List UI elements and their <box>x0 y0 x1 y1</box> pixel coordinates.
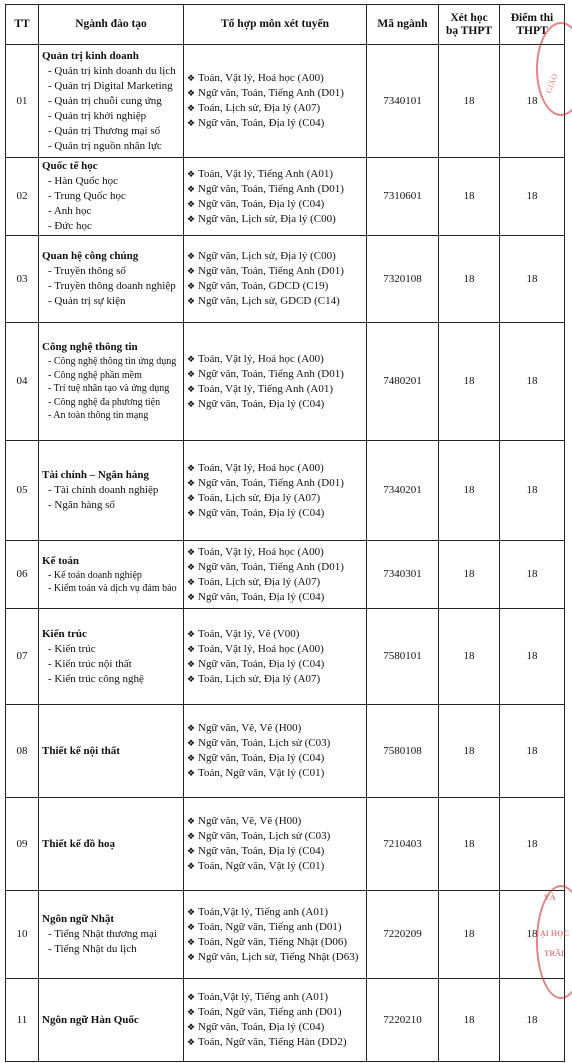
diamond-bullet-icon: ❖ <box>187 561 196 572</box>
major-cell <box>39 158 184 236</box>
combo-text: Ngữ văn, Lịch sử, Tiếng Nhật (D63) <box>198 950 359 963</box>
row-number: 01 <box>6 45 39 158</box>
sub-major: - Kiến trúc <box>42 642 180 657</box>
major-code: 7210403 <box>367 798 439 891</box>
major-title: Quốc tế học <box>42 160 98 172</box>
combo-text: Ngữ văn, Vẽ, Vẽ (H00) <box>198 815 302 827</box>
combo-text: Toán, Vật lý, Hoá học (A00) <box>198 72 324 84</box>
combo-item <box>187 1035 363 1050</box>
major-code: 7220210 <box>367 979 439 1062</box>
combo-text: Ngữ văn, Toán, Địa lý (C04) <box>198 752 325 764</box>
hocba-score: 18 <box>439 541 500 609</box>
combo-text: Toán, Ngữ văn, Tiếng anh (D01) <box>198 1006 342 1018</box>
combo-text: Toán, Lịch sử, Địa lý (A07) <box>198 575 321 588</box>
combo-text: Toán, Vật lý, Hoá học (A00) <box>198 642 324 655</box>
combos-cell <box>184 441 367 541</box>
table-row <box>6 541 565 609</box>
combo-text: Toán,Vật lý, Tiếng anh (A01) <box>198 905 328 918</box>
header-hocba-line1: Xét học <box>450 11 488 24</box>
exam-score: 18 <box>500 158 565 236</box>
row-number: 03 <box>6 236 39 323</box>
table-row <box>6 323 565 441</box>
header-diemthi-line2: THPT <box>516 24 548 37</box>
combo-text: Ngữ văn, Toán, Lịch sử (C03) <box>198 737 331 749</box>
combo-text: Ngữ văn, Toán, GDCD (C19) <box>198 280 329 292</box>
diamond-bullet-icon: ❖ <box>187 738 196 748</box>
combo-text: Toán, Vật lý, Hoá học (A00) <box>198 352 324 365</box>
major-title: Kế toán <box>42 554 79 567</box>
combo-item <box>187 844 363 859</box>
sub-major: - Quản trị chuỗi cung ứng <box>42 94 180 109</box>
combo-item <box>187 1005 363 1020</box>
combo-text: Ngữ văn, Toán, Tiếng Anh (D01) <box>198 476 344 489</box>
table-row <box>6 158 565 236</box>
diamond-bullet-icon: ❖ <box>187 951 196 962</box>
row-number: 06 <box>6 541 39 609</box>
header-major: Ngành đào tạo <box>39 5 184 45</box>
sub-major: - Trí tuệ nhân tạo và ứng dụng <box>42 382 180 396</box>
combo-text: Ngữ văn, Toán, Địa lý (C04) <box>198 1021 325 1033</box>
diamond-bullet-icon: ❖ <box>187 936 196 947</box>
major-title: Quản trị kinh doanh <box>42 49 139 62</box>
combo-text: Ngữ văn, Vẽ, Vẽ (H00) <box>198 722 302 734</box>
major-cell <box>39 798 184 891</box>
major-cell <box>39 45 184 158</box>
major-code: 7480201 <box>367 323 439 441</box>
hocba-score: 18 <box>439 979 500 1062</box>
major-title: Quan hệ công chúng <box>42 250 139 262</box>
row-number: 07 <box>6 609 39 705</box>
combo-item <box>187 116 363 131</box>
combo-text: Ngữ văn, Toán, Tiếng Anh (D01) <box>198 367 344 380</box>
combos-cell <box>184 798 367 891</box>
combo-text: Toán, Vật lý, Vẽ (V00) <box>198 627 300 640</box>
stamp-text-3: TRÃI <box>544 949 565 958</box>
combo-item <box>187 1020 363 1035</box>
combo-text: Toán, Lịch sử, Địa lý (A07) <box>198 102 321 114</box>
combo-item <box>187 766 363 781</box>
major-code: 7340201 <box>367 441 439 541</box>
combo-item <box>187 859 363 874</box>
combo-text: Toán, Ngữ văn, Tiếng Hàn (DD2) <box>198 1036 347 1048</box>
exam-score: 18 <box>500 891 565 979</box>
combo-text: Ngữ văn, Toán, Địa lý (C04) <box>198 590 325 603</box>
diamond-bullet-icon: ❖ <box>187 591 196 602</box>
row-number: 02 <box>6 158 39 236</box>
combo-item <box>187 545 363 560</box>
combo-item <box>187 950 363 965</box>
combo-item <box>187 672 363 687</box>
exam-score: 18 <box>500 323 565 441</box>
combo-item <box>187 590 363 605</box>
header-code: Mã ngành <box>367 5 439 45</box>
diamond-bullet-icon: ❖ <box>187 658 196 669</box>
major-cell <box>39 236 184 323</box>
diamond-bullet-icon: ❖ <box>187 861 196 871</box>
combo-text: Toán, Vật lý, Hoá học (A00) <box>198 461 324 474</box>
sub-major: - Tài chính doanh nghiệp <box>42 483 180 498</box>
diamond-bullet-icon: ❖ <box>187 168 196 179</box>
combo-text: Ngữ văn, Lịch sử, GDCD (C14) <box>198 295 340 307</box>
sub-major: - Hàn Quốc học <box>42 174 180 189</box>
diamond-bullet-icon: ❖ <box>187 266 196 276</box>
header-hocba-line2: bạ THPT <box>445 24 493 37</box>
combo-item <box>187 382 363 397</box>
exam-score: 18 <box>500 441 565 541</box>
combos-cell <box>184 541 367 609</box>
combos-cell <box>184 891 367 979</box>
diamond-bullet-icon: ❖ <box>187 183 196 194</box>
diamond-bullet-icon: ❖ <box>187 251 196 261</box>
major-cell <box>39 979 184 1062</box>
combo-item <box>187 627 363 642</box>
combo-item <box>187 476 363 491</box>
header-combos: Tổ hợp môn xét tuyển <box>184 5 367 45</box>
sub-major: - Quản trị nguồn nhân lực <box>42 139 180 154</box>
combo-item <box>187 935 363 950</box>
header-tt: TT <box>6 5 39 45</box>
row-number: 10 <box>6 891 39 979</box>
combo-item <box>187 249 363 264</box>
combo-item <box>187 294 363 309</box>
major-cell <box>39 705 184 798</box>
sub-major: - Công nghệ phần mềm <box>42 369 180 383</box>
exam-score: 18 <box>500 609 565 705</box>
combo-text: Toán, Lịch sử, Địa lý (A07) <box>198 672 321 685</box>
combo-item <box>187 101 363 116</box>
major-cell <box>39 609 184 705</box>
hocba-score: 18 <box>439 441 500 541</box>
combo-text: Ngữ văn, Toán, Tiếng Anh (D01) <box>198 182 344 195</box>
hocba-score: 18 <box>439 158 500 236</box>
major-title: Thiết kế nội thất <box>42 744 120 757</box>
major-title: Ngôn ngữ Hàn Quốc <box>42 1013 139 1026</box>
sub-major: - Trung Quốc học <box>42 189 180 204</box>
diamond-bullet-icon: ❖ <box>187 992 196 1002</box>
diamond-bullet-icon: ❖ <box>187 296 196 306</box>
row-number: 11 <box>6 979 39 1062</box>
combo-item <box>187 920 363 935</box>
diamond-bullet-icon: ❖ <box>187 546 196 557</box>
table-row <box>6 798 565 891</box>
diamond-bullet-icon: ❖ <box>187 628 196 639</box>
combos-cell <box>184 158 367 236</box>
header-hocba <box>439 5 500 45</box>
combo-text: Toán, Vật lý, Hoá học (A00) <box>198 545 324 558</box>
combos-cell <box>184 323 367 441</box>
sub-major: - Quản trị kinh doanh du lịch <box>42 64 180 79</box>
diamond-bullet-icon: ❖ <box>187 816 196 826</box>
hocba-score: 18 <box>439 609 500 705</box>
major-title: Tài chính – Ngân hàng <box>42 469 149 481</box>
row-number: 09 <box>6 798 39 891</box>
combo-item <box>187 736 363 751</box>
diamond-bullet-icon: ❖ <box>187 477 196 488</box>
combo-text: Toán, Lịch sử, Địa lý (A07) <box>198 491 321 504</box>
major-code: 7220209 <box>367 891 439 979</box>
table-row <box>6 609 565 705</box>
combo-item <box>187 197 363 212</box>
table-row <box>6 891 565 979</box>
combo-item <box>187 721 363 736</box>
major-cell <box>39 891 184 979</box>
diamond-bullet-icon: ❖ <box>187 906 196 917</box>
table-row <box>6 45 565 158</box>
sub-major: - Công nghệ đa phương tiện <box>42 396 180 410</box>
sub-major: - Quản trị sự kiện <box>42 294 180 309</box>
hocba-score: 18 <box>439 236 500 323</box>
major-code: 7580108 <box>367 705 439 798</box>
combo-item <box>187 86 363 101</box>
diamond-bullet-icon: ❖ <box>187 643 196 654</box>
diamond-bullet-icon: ❖ <box>187 368 196 379</box>
diamond-bullet-icon: ❖ <box>187 462 196 473</box>
sub-major: - Tiếng Nhật du lịch <box>42 942 180 957</box>
combo-item <box>187 506 363 521</box>
diamond-bullet-icon: ❖ <box>187 118 196 128</box>
admission-table <box>5 4 565 1062</box>
major-title: Thiết kế đồ hoạ <box>42 837 116 850</box>
combo-item <box>187 829 363 844</box>
header-row <box>6 5 565 45</box>
combo-item <box>187 71 363 86</box>
table-row <box>6 705 565 798</box>
header-diemthi-line1: Điểm thi <box>510 11 554 24</box>
major-code: 7320108 <box>367 236 439 323</box>
combo-text: Ngữ văn, Toán, Địa lý (C04) <box>198 117 325 129</box>
diamond-bullet-icon: ❖ <box>187 398 196 409</box>
combo-item <box>187 397 363 412</box>
sub-major: - Kế toán doanh nghiệp <box>42 569 180 583</box>
sub-major: - Đức học <box>42 219 180 234</box>
combo-text: Ngữ văn, Lịch sử, Địa lý (C00) <box>198 250 336 262</box>
row-number: 05 <box>6 441 39 541</box>
major-cell <box>39 541 184 609</box>
combo-text: Ngữ văn, Toán, Tiếng Anh (D01) <box>198 265 344 277</box>
sub-major: - An toàn thông tin mạng <box>42 409 180 423</box>
combo-text: Ngữ văn, Toán, Tiếng Anh (D01) <box>198 560 344 573</box>
exam-score: 18 <box>500 236 565 323</box>
combo-text: Toán, Ngữ văn, Tiếng anh (D01) <box>198 920 342 933</box>
combos-cell <box>184 236 367 323</box>
combo-text: Ngữ văn, Toán, Địa lý (C04) <box>198 197 325 210</box>
sub-major: - Công nghệ thông tin ứng dụng <box>42 355 180 369</box>
stamp-text-2: ẠI HỌC <box>540 929 570 938</box>
sub-major: - Quản trị Digital Marketing <box>42 79 180 94</box>
combo-item <box>187 905 363 920</box>
hocba-score: 18 <box>439 798 500 891</box>
combos-cell <box>184 705 367 798</box>
combo-item <box>187 990 363 1005</box>
combo-text: Toán, Vật lý, Tiếng Anh (A01) <box>198 382 334 395</box>
diamond-bullet-icon: ❖ <box>187 507 196 518</box>
combo-item <box>187 751 363 766</box>
diamond-bullet-icon: ❖ <box>187 846 196 856</box>
major-title: Ngôn ngữ Nhật <box>42 913 115 925</box>
combo-item <box>187 212 363 227</box>
combos-cell <box>184 45 367 158</box>
combo-item <box>187 367 363 382</box>
sub-major: - Kiến trúc công nghệ <box>42 672 180 687</box>
sub-major: - Quản trị khởi nghiệp <box>42 109 180 124</box>
combo-item <box>187 491 363 506</box>
combo-item <box>187 461 363 476</box>
stamp-text-top: GIÁO <box>544 72 560 95</box>
hocba-score: 18 <box>439 891 500 979</box>
diamond-bullet-icon: ❖ <box>187 723 196 733</box>
combo-text: Ngữ văn, Toán, Địa lý (C04) <box>198 657 325 670</box>
combo-text: Ngữ văn, Toán, Địa lý (C04) <box>198 506 325 519</box>
major-code: 7580101 <box>367 609 439 705</box>
stamp-text-1: VÀ <box>544 893 556 902</box>
combo-text: Ngữ văn, Lịch sử, Địa lý (C00) <box>198 212 336 225</box>
diamond-bullet-icon: ❖ <box>187 1022 196 1032</box>
combo-text: Ngữ văn, Toán, Địa lý (C04) <box>198 845 325 857</box>
sub-major: - Truyền thông số <box>42 264 180 279</box>
diamond-bullet-icon: ❖ <box>187 492 196 503</box>
row-number: 08 <box>6 705 39 798</box>
hocba-score: 18 <box>439 323 500 441</box>
table-row <box>6 979 565 1062</box>
hocba-score: 18 <box>439 45 500 158</box>
combo-item <box>187 182 363 197</box>
combo-item <box>187 642 363 657</box>
diamond-bullet-icon: ❖ <box>187 576 196 587</box>
combo-item <box>187 657 363 672</box>
sub-major: - Kiểm toán và dịch vụ đảm bảo <box>42 582 180 596</box>
diamond-bullet-icon: ❖ <box>187 281 196 291</box>
combo-text: Toán, Ngữ văn, Tiếng Nhật (D06) <box>198 935 348 948</box>
diamond-bullet-icon: ❖ <box>187 198 196 209</box>
diamond-bullet-icon: ❖ <box>187 768 196 778</box>
combo-item <box>187 560 363 575</box>
diamond-bullet-icon: ❖ <box>187 1007 196 1017</box>
major-cell <box>39 441 184 541</box>
diamond-bullet-icon: ❖ <box>187 73 196 83</box>
combo-text: Toán,Vật lý, Tiếng anh (A01) <box>198 991 328 1003</box>
combo-item <box>187 264 363 279</box>
exam-score: 18 <box>500 541 565 609</box>
major-title: Công nghệ thông tin <box>42 341 138 354</box>
combo-item <box>187 279 363 294</box>
major-cell <box>39 323 184 441</box>
combo-text: Ngữ văn, Toán, Địa lý (C04) <box>198 397 325 410</box>
major-title: Kiến trúc <box>42 627 87 640</box>
sub-major: - Quản trị Thương mại số <box>42 124 180 139</box>
combo-text: Toán, Vật lý, Tiếng Anh (A01) <box>198 167 334 180</box>
combo-item <box>187 575 363 590</box>
combos-cell <box>184 979 367 1062</box>
combo-text: Toán, Ngữ văn, Vật lý (C01) <box>198 860 325 872</box>
combo-text: Ngữ văn, Toán, Lịch sử (C03) <box>198 830 331 842</box>
combo-item <box>187 352 363 367</box>
exam-score: 18 <box>500 705 565 798</box>
combos-cell <box>184 609 367 705</box>
major-code: 7340101 <box>367 45 439 158</box>
combo-text: Toán, Ngữ văn, Vật lý (C01) <box>198 767 325 779</box>
diamond-bullet-icon: ❖ <box>187 353 196 364</box>
diamond-bullet-icon: ❖ <box>187 831 196 841</box>
table-row <box>6 236 565 323</box>
diamond-bullet-icon: ❖ <box>187 921 196 932</box>
combo-text: Ngữ văn, Toán, Tiếng Anh (D01) <box>198 87 344 99</box>
major-code: 7340301 <box>367 541 439 609</box>
major-code: 7310601 <box>367 158 439 236</box>
sub-major: - Anh học <box>42 204 180 219</box>
table-row <box>6 441 565 541</box>
sub-major: - Tiếng Nhật thương mại <box>42 927 180 942</box>
exam-score: 18 <box>500 979 565 1062</box>
diamond-bullet-icon: ❖ <box>187 88 196 98</box>
diamond-bullet-icon: ❖ <box>187 753 196 763</box>
diamond-bullet-icon: ❖ <box>187 673 196 684</box>
diamond-bullet-icon: ❖ <box>187 103 196 113</box>
sub-major: - Truyền thông doanh nghiệp <box>42 279 180 294</box>
exam-score: 18 <box>500 798 565 891</box>
sub-major: - Ngân hàng số <box>42 498 180 513</box>
sub-major: - Kiến trúc nội thất <box>42 657 180 672</box>
diamond-bullet-icon: ❖ <box>187 213 196 224</box>
combo-item <box>187 167 363 182</box>
row-number: 04 <box>6 323 39 441</box>
hocba-score: 18 <box>439 705 500 798</box>
diamond-bullet-icon: ❖ <box>187 383 196 394</box>
exam-score: 18 <box>500 45 565 158</box>
diamond-bullet-icon: ❖ <box>187 1037 196 1047</box>
combo-item <box>187 814 363 829</box>
